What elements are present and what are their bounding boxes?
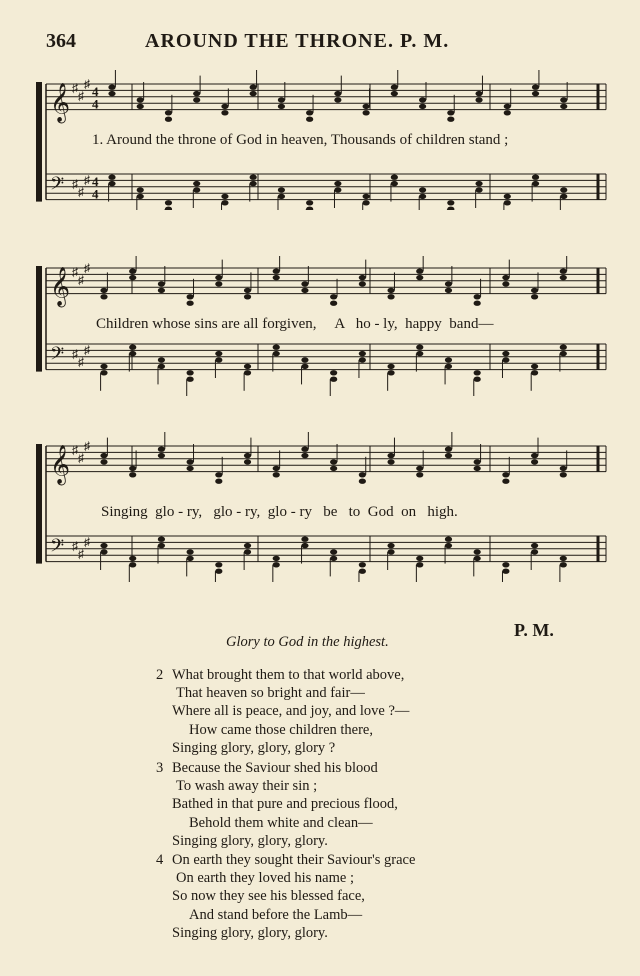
verse-line: That heaven so bright and fair— [176,685,365,702]
notehead [532,85,539,90]
notehead [363,110,370,115]
sharp-icon: ♯ [84,535,90,549]
sharp-icon: ♯ [72,265,78,279]
notehead [359,351,366,356]
notehead [244,370,251,375]
notehead [129,556,136,561]
notehead [445,357,452,362]
notehead [215,357,222,362]
notehead [158,357,165,362]
notehead [419,187,426,192]
notehead [475,91,482,96]
notehead [416,562,423,567]
notehead [330,301,337,306]
time-signature-bottom: 4 [92,96,99,112]
notehead [474,556,481,561]
notehead [301,364,308,369]
notehead [363,104,370,109]
notehead [158,453,165,458]
notehead [419,194,426,199]
notehead [447,110,454,115]
notehead [387,288,394,293]
notehead [416,269,423,274]
notehead [108,181,115,186]
notehead [215,281,222,286]
verse-2 [156,666,409,757]
verse-line: Because the Saviour shed his blood [172,760,378,776]
notehead [387,364,394,369]
notehead [359,569,366,574]
notehead [165,110,172,115]
lyrics-line-2: Children whose sins are all forgiven, A ho - ly, happy band— [96,316,494,332]
notehead [129,345,136,350]
notehead [504,194,511,199]
notehead [359,275,366,280]
notehead [474,466,481,471]
notehead [278,104,285,109]
notehead [502,562,509,567]
verse-line: Singing glory, glory, glory. [172,832,328,849]
notehead [100,459,107,464]
notehead [301,537,308,542]
notehead [129,269,136,274]
notehead [445,281,452,286]
notehead [108,175,115,180]
notehead [474,370,481,375]
notehead [301,447,308,452]
notehead [301,288,308,293]
notehead [273,472,280,477]
notehead [306,200,313,205]
notehead [445,364,452,369]
notehead [391,91,398,96]
notehead [447,200,454,205]
notehead [158,281,165,286]
notehead [137,97,144,102]
lyrics-line-3: Singing glo - ry, glo - ry, glo - ry be to God on high. [101,504,458,520]
notehead [187,549,194,554]
notehead [416,472,423,477]
hymn-subtitle: Glory to God in the highest. [226,634,389,650]
notehead [250,181,257,186]
notehead [193,97,200,102]
notehead [244,459,251,464]
notehead [330,466,337,471]
notehead [278,194,285,199]
notehead [278,187,285,192]
notehead [129,466,136,471]
notehead [273,351,280,356]
notehead [531,370,538,375]
notehead [560,187,567,192]
sharp-icon: ♯ [78,547,84,561]
notehead [560,351,567,356]
notehead [100,370,107,375]
notehead [193,187,200,192]
treble-clef-icon: 𝄞 [50,444,71,485]
notehead [158,447,165,452]
notehead [158,543,165,548]
notehead [504,104,511,109]
notehead [100,543,107,548]
notehead [474,549,481,554]
verse-line: Behold them white and clean— [189,814,373,831]
notehead [531,294,538,299]
music-system-3 [0,432,640,582]
notehead [250,85,257,90]
notehead [100,453,107,458]
notehead [221,104,228,109]
time-signature-top: 4 [92,83,99,99]
notehead [187,370,194,375]
notehead [100,549,107,554]
verse-line: On earth they loved his name ; [176,870,354,887]
notehead [301,543,308,548]
sharp-icon: ♯ [72,443,78,457]
notehead [193,181,200,186]
notehead [215,479,222,484]
notehead [502,479,509,484]
sharp-icon: ♯ [84,173,90,187]
notehead [306,117,313,122]
verse-line: Singing glory, glory, glory ? [172,739,336,756]
notehead [532,91,539,96]
notehead [330,370,337,375]
music-system-2 [0,256,640,396]
notehead [330,459,337,464]
notehead [215,275,222,280]
notehead [504,200,511,205]
notehead [387,453,394,458]
notehead [244,364,251,369]
notehead [419,104,426,109]
verse-4 [156,851,415,942]
verse-line: To wash away their sin ; [176,778,318,795]
notehead [129,472,136,477]
notehead [165,117,172,122]
verse-line: And stand before the Lamb— [189,906,363,923]
verse-line: On earth they sought their Saviour's grace [172,852,416,868]
notehead [359,479,366,484]
verse-line: Bathed in that pure and precious flood, [172,796,398,813]
verse-3 [156,759,398,850]
notehead [502,351,509,356]
notehead [334,97,341,102]
notehead [416,351,423,356]
notehead [244,288,251,293]
notehead [445,288,452,293]
verse-number: 2 [156,667,164,683]
notehead [334,91,341,96]
notehead [475,187,482,192]
notehead [215,569,222,574]
notehead [187,377,194,382]
notehead [387,370,394,375]
notehead [387,459,394,464]
notehead [244,549,251,554]
notehead [531,453,538,458]
notehead [334,187,341,192]
notehead [165,200,172,205]
system-brace [36,444,42,564]
notehead [416,556,423,561]
notehead [502,275,509,280]
notehead [301,453,308,458]
notehead [165,207,172,211]
notehead [474,459,481,464]
notehead [474,377,481,382]
notehead [504,110,511,115]
notehead [221,200,228,205]
sharp-icon: ♯ [84,77,90,91]
notehead [532,175,539,180]
sharp-icon: ♯ [84,343,90,357]
sharp-icon: ♯ [84,439,90,453]
notehead [560,194,567,199]
notehead [416,345,423,350]
notehead [187,556,194,561]
notehead [560,562,567,567]
sharp-icon: ♯ [72,347,78,361]
notehead [273,562,280,567]
notehead [359,357,366,362]
sharp-icon: ♯ [72,539,78,553]
notehead [158,288,165,293]
meter-label: P. M. [514,620,554,640]
sharp-icon: ♯ [72,177,78,191]
time-signature-bottom: 4 [92,186,99,202]
verse-line: Singing glory, glory, glory. [172,924,328,941]
notehead [187,459,194,464]
notehead [475,181,482,186]
notehead [330,549,337,554]
notehead [387,543,394,548]
notehead [108,85,115,90]
notehead [359,281,366,286]
sharp-icon: ♯ [78,89,84,103]
notehead [193,91,200,96]
notehead [560,345,567,350]
notehead [359,472,366,477]
notehead [531,543,538,548]
notehead [278,97,285,102]
notehead [391,85,398,90]
notehead [273,269,280,274]
notehead [100,364,107,369]
notehead [215,351,222,356]
notehead [244,543,251,548]
treble-clef-icon: 𝄞 [50,82,71,123]
notehead [359,562,366,567]
notehead [560,556,567,561]
sharp-icon: ♯ [78,273,84,287]
notehead [363,194,370,199]
notehead [445,453,452,458]
notehead [301,281,308,286]
bass-clef-icon: 𝄢 [50,174,65,200]
notehead [560,466,567,471]
notehead [330,556,337,561]
notehead [447,207,454,211]
notehead [447,117,454,122]
notehead [502,281,509,286]
notehead [560,472,567,477]
notehead [158,364,165,369]
notehead [416,275,423,280]
notehead [250,175,257,180]
notehead [387,549,394,554]
verse-line: Where all is peace, and joy, and love ?— [172,703,410,720]
lyrics-line-1: 1. Around the throne of God in heaven, Thousands of children stand ; [92,132,509,148]
notehead [531,364,538,369]
notehead [129,562,136,567]
notehead [391,175,398,180]
sharp-icon: ♯ [78,185,84,199]
notehead [273,275,280,280]
notehead [419,97,426,102]
system-brace [36,82,42,202]
notehead [187,294,194,299]
verse-line: What brought them to that world above, [172,667,405,683]
sharp-icon: ♯ [78,355,84,369]
notehead [108,91,115,96]
page-title: AROUND THE THRONE. P. M. [145,30,450,52]
notehead [531,459,538,464]
notehead [391,181,398,186]
verse-line: How came those children there, [189,721,373,738]
notehead [215,562,222,567]
notehead [531,288,538,293]
notehead [532,181,539,186]
sharp-icon: ♯ [78,451,84,465]
notehead [330,294,337,299]
notehead [531,549,538,554]
notehead [137,194,144,199]
notehead [474,301,481,306]
notehead [137,104,144,109]
notehead [306,207,313,211]
music-system-1 [0,70,640,210]
notehead [244,453,251,458]
notehead [250,91,257,96]
notehead [445,537,452,542]
notehead [100,294,107,299]
notehead [560,275,567,280]
notehead [475,97,482,102]
notehead [187,301,194,306]
notehead [244,294,251,299]
sharp-icon: ♯ [84,261,90,275]
notehead [560,104,567,109]
verse-number: 4 [156,852,164,868]
notehead [560,97,567,102]
notehead [502,472,509,477]
notehead [363,200,370,205]
sharp-icon: ♯ [72,81,78,95]
notehead [129,351,136,356]
notehead [387,294,394,299]
notehead [187,466,194,471]
notehead [474,294,481,299]
notehead [100,288,107,293]
verse-number: 3 [156,760,164,776]
page-header [0,30,640,56]
notehead [221,110,228,115]
notehead [306,110,313,115]
time-signature-top: 4 [92,173,99,189]
notehead [129,275,136,280]
notehead [301,357,308,362]
notehead [334,181,341,186]
notehead [221,194,228,199]
notehead [445,543,452,548]
notehead [273,345,280,350]
verse-line: So now they see his blessed face, [172,888,365,905]
notehead [215,472,222,477]
notehead [273,556,280,561]
notehead [416,466,423,471]
page-number: 364 [46,30,76,52]
notehead [137,187,144,192]
system-brace [36,266,42,372]
notehead [158,537,165,542]
notehead [560,269,567,274]
bass-clef-icon: 𝄢 [50,344,65,370]
treble-clef-icon: 𝄞 [50,266,71,307]
notehead [445,447,452,452]
notehead [330,377,337,382]
bass-clef-icon: 𝄢 [50,536,65,562]
notehead [502,357,509,362]
notehead [273,466,280,471]
notehead [502,569,509,574]
